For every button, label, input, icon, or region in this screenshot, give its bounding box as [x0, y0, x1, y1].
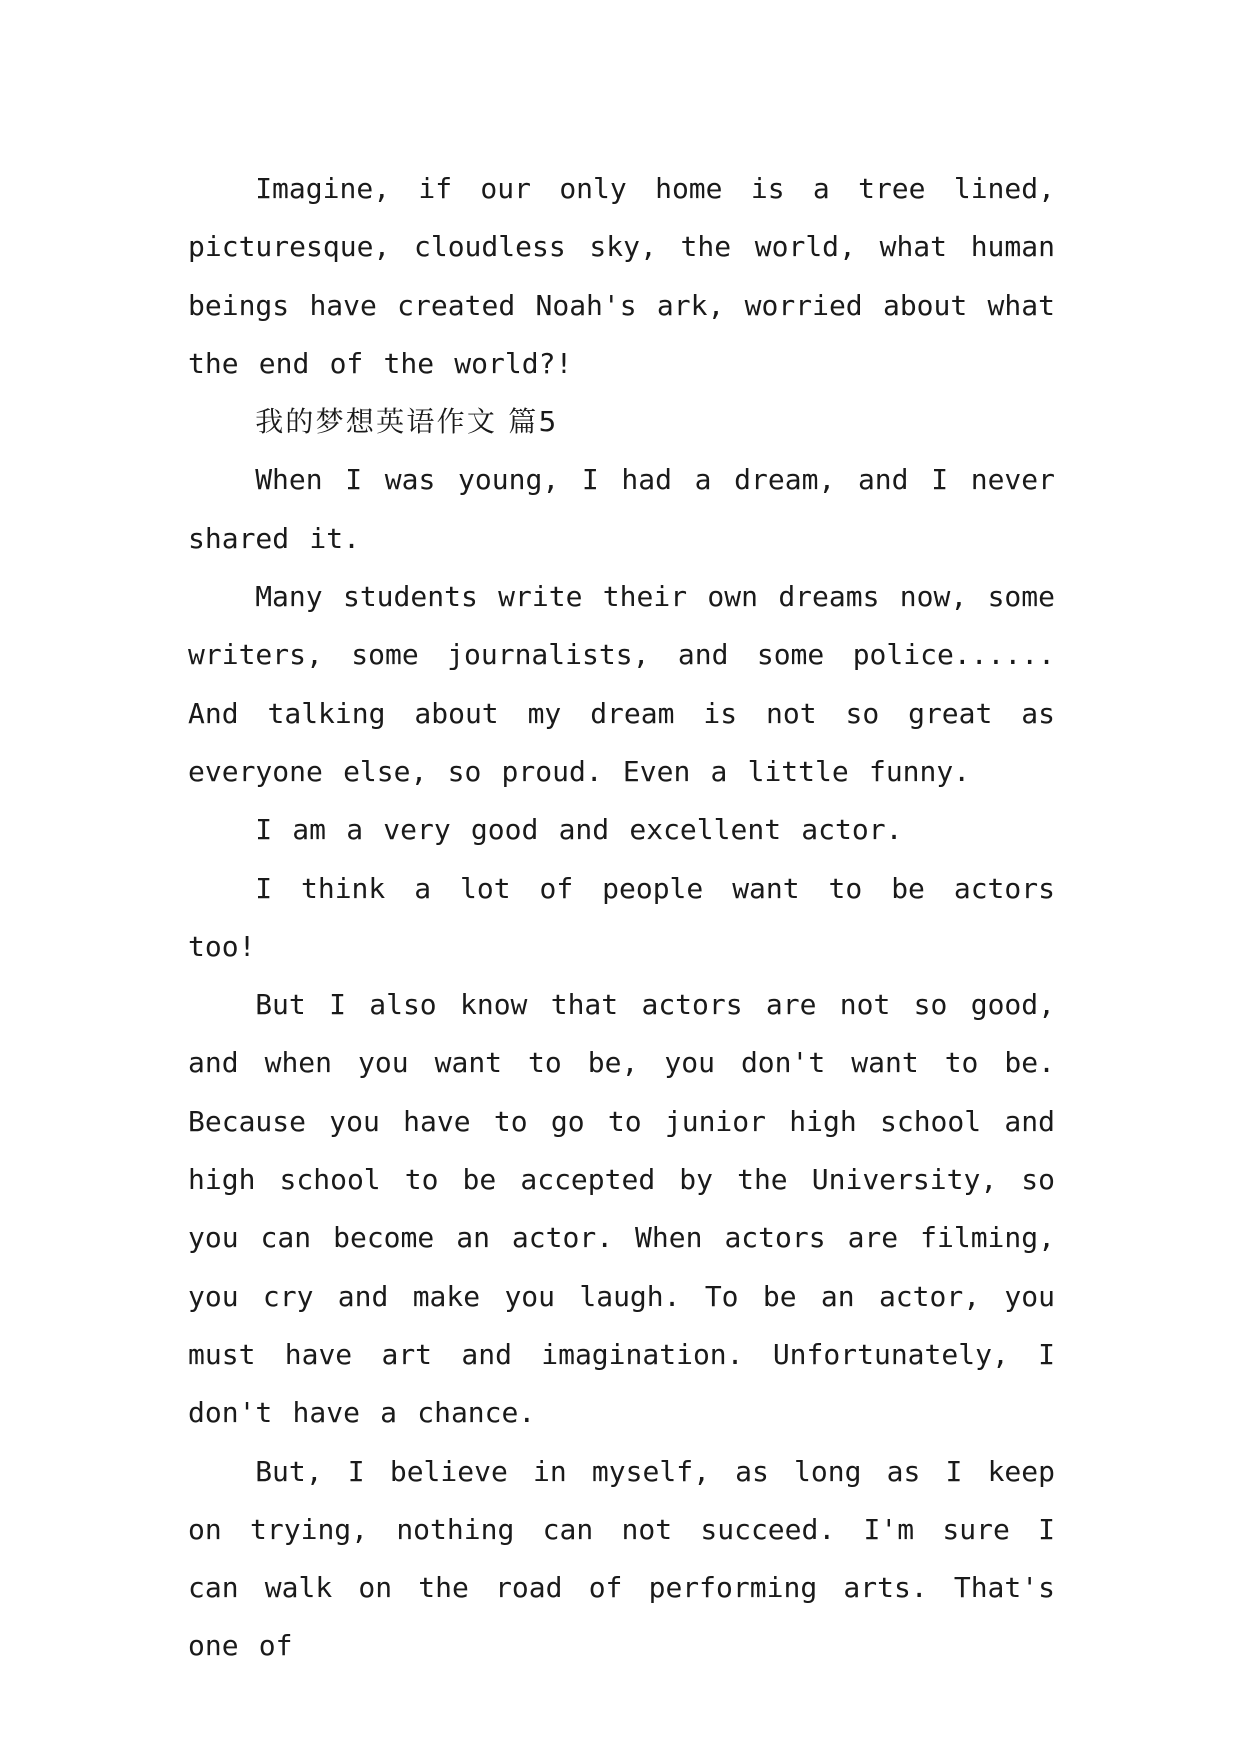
- paragraph-students-dreams: Many students write their own dreams now, some writers, some journalists, and some police...... And talking about my dream is not so great as everyone else, so proud. Even a little funny.: [188, 580, 1055, 788]
- paragraph-good-actor: I am a very good and excellent actor.: [255, 813, 903, 847]
- paragraph-actors-not-good: But I also know that actors are not so good, and when you want to be, you don't want to be. Because you have to go to junior high school and high school to be accepted by the University, so you can become an actor. When actors are filming, you cry and make you laugh. To be an actor, you must have art and imagination. Unfortunately, I don't have a chance.: [188, 988, 1055, 1430]
- paragraph-believe-myself: But, I believe in myself, as long as I keep on trying, nothing can not succeed. I'm sure I can walk on the road of performing arts. That's one of: [188, 1454, 1055, 1663]
- document-body: [188, 160, 1055, 1676]
- paragraph-young-dream: When I was young, I had a dream, and I never shared it.: [188, 463, 1055, 555]
- paragraph-imagine: Imagine, if our only home is a tree lined, picturesque, cloudless sky, the world, what human beings have created Noah's ark, worried about what the end of the world?!: [188, 172, 1055, 380]
- paragraph-people-actors: I think a lot of people want to be actors too!: [188, 871, 1055, 963]
- section-heading: 我的梦想英语作文 篇5: [255, 405, 559, 439]
